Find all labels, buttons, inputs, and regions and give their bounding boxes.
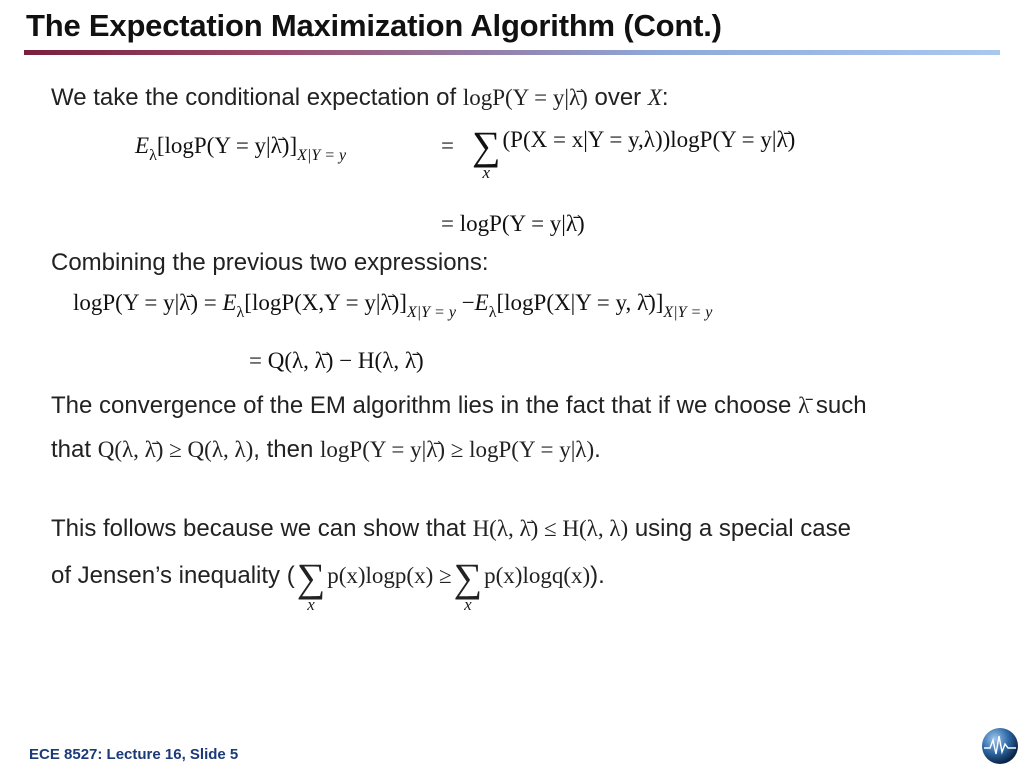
- summation-icon: ∑ x: [472, 123, 501, 182]
- eq1-e-sub: λ: [149, 147, 157, 164]
- jensen-term-1: p(x)logp(x) ≥: [327, 563, 452, 588]
- eq1-e: E: [135, 133, 150, 158]
- eq3-e2-cond: X|Y = y: [663, 304, 713, 321]
- eq3-e2-sub: λ: [488, 304, 497, 321]
- intro-variable: X: [647, 85, 662, 110]
- eq3-e1-sub: λ: [236, 304, 245, 321]
- jensen-line: [51, 555, 605, 614]
- convergence-text: The convergence of the EM algorithm lies in the fact that if we choose: [51, 392, 792, 419]
- intro-text: We take the conditional expectation of: [51, 84, 457, 111]
- follows-special-case: using a special case: [634, 515, 851, 542]
- eq1-rhs-body: (P(X = x|Y = y,λ))logP(Y = y|λ̄): [502, 127, 796, 152]
- eq3-e2-body: [logP(X|Y = y, λ̄)]: [496, 290, 664, 315]
- condition-result: logP(Y = y|λ̄) ≥ logP(Y = y|λ): [320, 437, 595, 462]
- jensen-term-2: p(x)logq(x): [484, 563, 591, 588]
- eq3-e1-cond: X|Y = y: [406, 304, 456, 321]
- convergence-line: [51, 392, 867, 420]
- condition-period: .: [594, 436, 601, 463]
- lambda-bar-symbol: λ̄: [798, 393, 810, 418]
- intro-expression: logP(Y = y|λ̄): [462, 85, 588, 110]
- eq1-lhs-body: [logP(Y = y|λ̄)]: [156, 133, 298, 158]
- equation-simplified: = logP(Y = y|λ̄): [441, 211, 585, 236]
- follows-line: [51, 515, 851, 543]
- eq1-rhs: [470, 123, 796, 182]
- equation-expectation: [135, 133, 347, 164]
- globe-logo-icon: [980, 726, 1020, 766]
- follows-text: This follows because we can show that: [51, 515, 466, 542]
- eq1-equals: =: [441, 133, 454, 158]
- intro-line: [51, 84, 669, 112]
- eq1-sum-limit: x: [482, 163, 491, 182]
- eq3-minus: −: [461, 290, 475, 315]
- eq3-e2: E: [474, 290, 489, 315]
- intro-over: over: [594, 84, 642, 111]
- condition-line: [51, 436, 601, 464]
- title-underline: [24, 50, 1000, 55]
- jensen-end: ).: [590, 562, 605, 589]
- eq3-e1: E: [222, 290, 237, 315]
- condition-q-inequality: Q(λ, λ̄) ≥ Q(λ, λ): [97, 437, 254, 462]
- jensen-text: of Jensen’s inequality (: [51, 562, 295, 589]
- summation-icon: ∑ x: [296, 555, 326, 614]
- combining-line: Combining the previous two expressions:: [51, 249, 489, 276]
- eq3-lhs: logP(Y = y|λ̄): [73, 290, 198, 315]
- equation-combined: [73, 290, 713, 321]
- eq3-equals: =: [203, 290, 217, 315]
- jensen-sum-limit-2: x: [464, 595, 472, 614]
- slide-title: The Expectation Maximization Algorithm (Cont.): [26, 8, 722, 43]
- jensen-sum-limit-1: x: [307, 595, 315, 614]
- eq1-lhs-cond: X|Y = y: [297, 147, 347, 164]
- equation-q-minus-h: = Q(λ, λ̄) − H(λ, λ̄): [249, 348, 424, 373]
- summation-icon: ∑ x: [453, 555, 483, 614]
- h-inequality: H(λ, λ̄) ≤ H(λ, λ): [472, 516, 629, 541]
- condition-that: that: [51, 436, 92, 463]
- intro-colon: :: [661, 84, 669, 111]
- slide-footer: ECE 8527: Lecture 16, Slide 5: [29, 746, 239, 763]
- condition-then: , then: [253, 436, 314, 463]
- convergence-such: such: [815, 392, 867, 419]
- eq3-e1-body: [logP(X,Y = y|λ̄)]: [244, 290, 407, 315]
